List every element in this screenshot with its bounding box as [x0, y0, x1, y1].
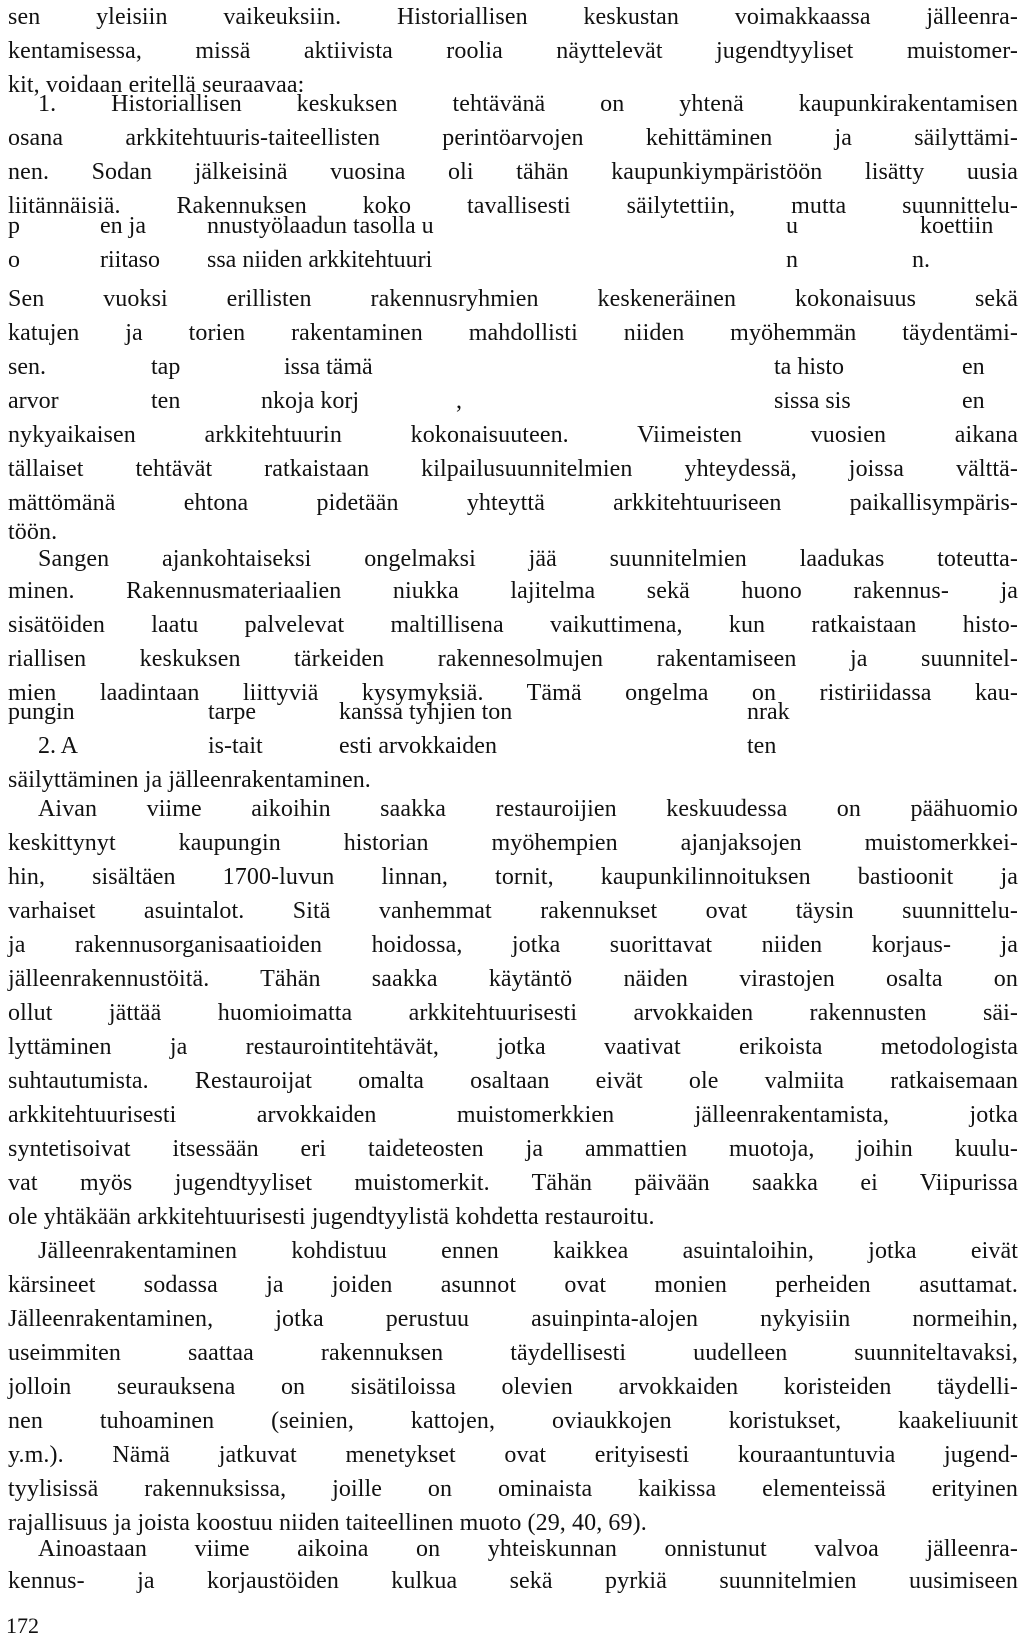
text-line: jälleenrakennustöitä. Tähän saakka käytäntö näiden virastojen osalta on [8, 966, 1018, 992]
text-line: Jälleenrakentaminen kohdistuu ennen kaikkea asuintaloihin, jotka eivät [38, 1238, 1018, 1264]
text-line: mien laadintaan liittyviä kysymyksiä. Tämä ongelma on ristiriidassa kau- [8, 680, 1018, 706]
text-fragment: n [786, 247, 798, 273]
text-line: Aivan viime aikoihin saakka restauroijien keskuudessa on päähuomio [38, 796, 1018, 822]
text-fragment: ten [747, 733, 777, 759]
text-line: jolloin seurauksena on sisätiloissa olevien arvokkaiden koristeiden täydelli- [8, 1374, 1018, 1400]
text-line: nen tuhoaminen (seinien, kattojen, oviaukkojen koristukset, kaakeliuunit [8, 1408, 1018, 1434]
text-line: rajallisuus ja joista koostuu niiden taiteellinen muoto (29, 40, 69). [8, 1510, 647, 1536]
text-fragment: o [8, 247, 20, 273]
text-line: ole yhtäkään arkkitehtuurisesti jugendtyylistä kohdetta restauroitu. [8, 1204, 655, 1230]
text-line: varhaiset asuintalot. Sitä vanhemmat rakennukset ovat täysin suunnittelu- [8, 898, 1018, 924]
damaged-text-line [8, 209, 1018, 243]
text-line: töön. [8, 519, 58, 545]
text-line: 1. Historiallisen keskuksen tehtävänä on yhtenä kaupunkirakentamisen [38, 91, 1018, 117]
text-fragment: koettiin [920, 213, 994, 239]
text-line: tyylisissä rakennuksissa, joille on ominaista kaikissa elementeissä erityinen [8, 1476, 1018, 1502]
text-fragment: en [962, 354, 985, 380]
text-line: y.m.). Nämä jatkuvat menetykset ovat erityisesti kouraantuntuvia jugend- [8, 1442, 1018, 1468]
text-fragment: sissa sis [774, 388, 851, 414]
text-line: useimmiten saattaa rakennuksen täydellisesti uudelleen suunniteltavaksi, [8, 1340, 1018, 1366]
page-number: 172 [6, 1613, 39, 1638]
text-line: mättömänä ehtona pidetään yhteyttä arkkitehtuuriseen paikallisympäris- [8, 490, 1018, 516]
text-fragment: nnustyölaadun tasolla u [207, 213, 434, 239]
text-fragment: riitaso [100, 247, 160, 273]
text-line: nen. Sodan jälkeisinä vuosina oli tähän kaupunkiympäristöön lisätty uusia [8, 159, 1018, 185]
damaged-text-line [8, 384, 1018, 418]
text-line: osana arkkitehtuuris-taiteellisten perintöarvojen kehittäminen ja säilyttämi- [8, 125, 1018, 151]
text-line: ja rakennusorganisaatioiden hoidossa, jotka suorittavat niiden korjaus- ja [8, 932, 1018, 958]
text-line: Jälleenrakentaminen, jotka perustuu asuinpinta-alojen nykyisiin normeihin, [8, 1306, 1018, 1332]
text-fragment: p [8, 213, 20, 239]
text-fragment: esti arvokkaiden [339, 733, 497, 759]
text-line: hin, sisältäen 1700-luvun linnan, tornit, kaupunkilinnoituksen bastioonit ja [8, 864, 1018, 890]
damaged-text-line [8, 695, 1018, 729]
text-line: suhtautumista. Restauroijat omalta osaltaan eivät ole valmiita ratkaisemaan [8, 1068, 1018, 1094]
damaged-text-line [8, 729, 1018, 763]
damaged-text-line [8, 243, 1018, 277]
text-fragment: en [962, 388, 985, 414]
text-fragment: tarpe [208, 699, 256, 725]
text-fragment: , [456, 388, 462, 414]
text-fragment: tap [151, 354, 181, 380]
text-line: kärsineet sodassa ja joiden asunnot ovat monien perheiden asuttamat. [8, 1272, 1018, 1298]
damaged-text-line [8, 350, 1018, 384]
text-line: nykyaikaisen arkkitehtuurin kokonaisuuteen. Viimeisten vuosien aikana [8, 422, 1018, 448]
text-line: katujen ja torien rakentaminen mahdollisti niiden myöhemmän täydentämi- [8, 320, 1018, 346]
text-line: sisätöiden laatu palvelevat maltillisena vaikuttimena, kun ratkaistaan histo- [8, 612, 1018, 638]
text-line: tällaiset tehtävät ratkaistaan kilpailusuunnitelmien yhteydessä, joissa välttä- [8, 456, 1018, 482]
text-fragment: is-tait [208, 733, 263, 759]
text-fragment: 2. A [38, 733, 79, 759]
text-line: sen yleisiin vaikeuksiin. Historiallisen keskustan voimakkaassa jälleenra- [8, 4, 1018, 30]
text-line: kentamisessa, missä aktiivista roolia näyttelevät jugendtyyliset muistomer- [8, 38, 1018, 64]
text-fragment: ta histo [774, 354, 844, 380]
text-line: liitännäisiä. Rakennuksen koko tavallisesti säilytettiin, mutta suunnittelu- [8, 193, 1018, 219]
text-fragment: pungin [8, 699, 75, 725]
text-line: riallisen keskuksen tärkeiden rakennesolmujen rakentamiseen ja suunnitel- [8, 646, 1018, 672]
text-line: lyttäminen ja restaurointitehtävät, jotka vaativat erikoista metodologista [8, 1034, 1018, 1060]
text-line: vat myös jugendtyyliset muistomerkit. Tähän päivään saakka ei Viipurissa [8, 1170, 1018, 1196]
text-line: arkkitehtuurisesti arvokkaiden muistomerkkien jälleenrakentamista, jotka [8, 1102, 1018, 1128]
text-fragment: n. [912, 247, 930, 273]
text-line: Sen vuoksi erillisten rakennusryhmien keskeneräinen kokonaisuus sekä [8, 286, 1018, 312]
text-fragment: nkoja korj [261, 388, 359, 414]
text-fragment: kanssa tyhjien ton [339, 699, 513, 725]
text-fragment: ten [151, 388, 181, 414]
text-fragment: ssa niiden arkkitehtuuri [207, 247, 433, 273]
text-line: syntetisoivat itsessään eri taideteosten ja ammattien muotoja, joihin kuulu- [8, 1136, 1018, 1162]
text-line: Ainoastaan viime aikoina on yhteiskunnan onnistunut valvoa jälleenra- [38, 1536, 1018, 1562]
text-fragment: issa tämä [284, 354, 373, 380]
text-line: ollut jättää huomioimatta arkkitehtuurisesti arvokkaiden rakennusten säi- [8, 1000, 1018, 1026]
text-fragment: u [786, 213, 798, 239]
text-line: Sangen ajankohtaiseksi ongelmaksi jää suunnitelmien laadukas toteutta- [38, 546, 1018, 572]
text-line: kennus- ja korjaustöiden kulkua sekä pyrkiä suunnitelmien uusimiseen [8, 1568, 1018, 1594]
text-fragment: sen. [8, 354, 46, 380]
text-fragment: en ja [100, 213, 146, 239]
text-fragment: arvor [8, 388, 59, 414]
text-line: kit, voidaan eritellä seuraavaa: [8, 72, 305, 98]
text-line: minen. Rakennusmateriaalien niukka lajitelma sekä huono rakennus- ja [8, 578, 1018, 604]
text-fragment: nrak [747, 699, 790, 725]
text-line: keskittynyt kaupungin historian myöhempien ajanjaksojen muistomerkkei- [8, 830, 1018, 856]
text-line: säilyttäminen ja jälleenrakentaminen. [8, 767, 371, 793]
